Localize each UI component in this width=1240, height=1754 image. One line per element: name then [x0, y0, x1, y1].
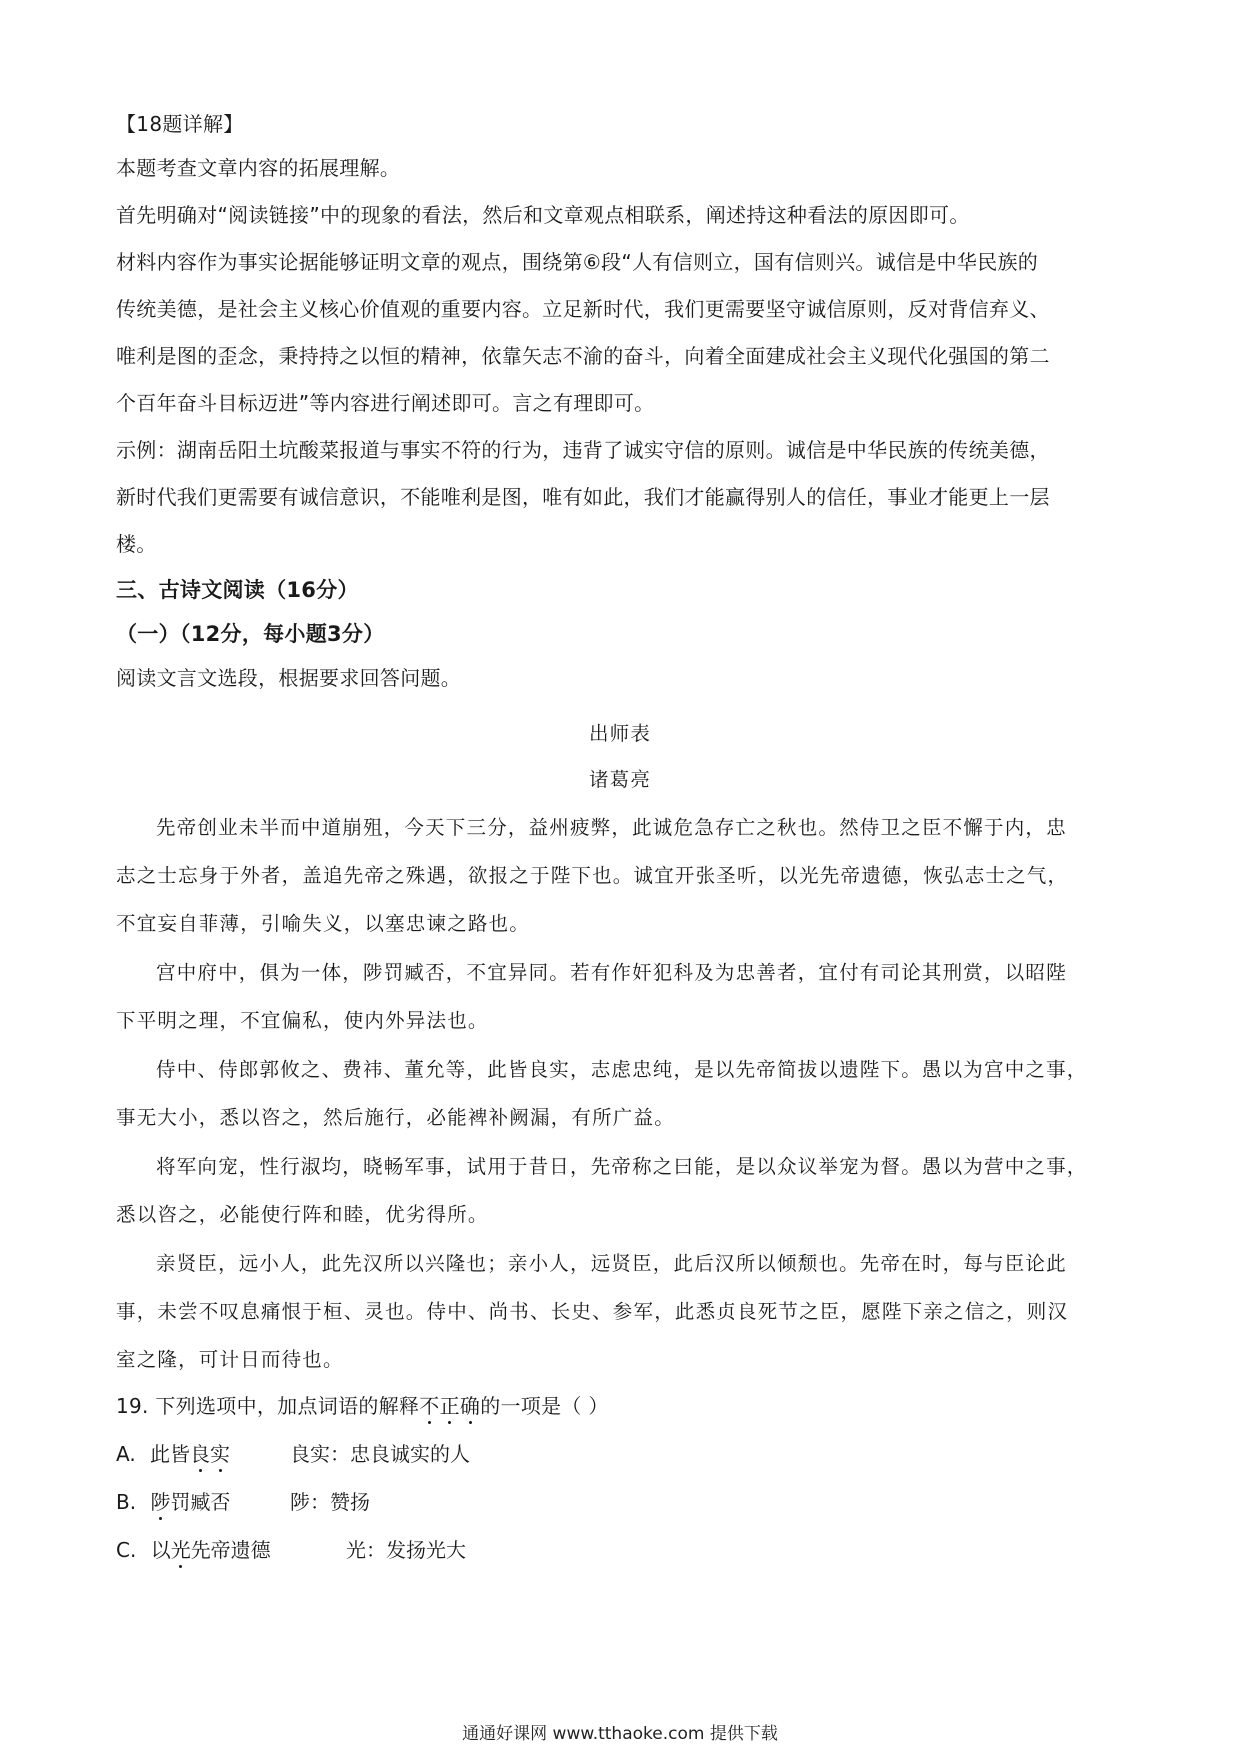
question19-stem-prefix: 19. 下列选项中，加点词语的解释 [116, 1394, 420, 1418]
passage-line-12: 室之隆，可计日而待也。 [116, 1348, 344, 1371]
option-phrase: 此皆良实 [150, 1442, 231, 1466]
option-b-explain: 陟：赞扬 [290, 1490, 370, 1514]
page-footer: 通通好课网 www.tthaoke.com 提供下载 [462, 1724, 778, 1744]
dotted-char: 不 [419, 1394, 440, 1418]
passage-title: 出师表 [588, 722, 652, 745]
passage-line-10: 亲贤臣，远小人，此先汉所以兴隆也；亲小人，远贤臣，此后汉所以倾颓也。先帝在时，每与臣论此 [156, 1252, 1067, 1275]
section18-line-9: 楼。 [116, 532, 157, 556]
passage-line-5: 下平明之理，不宜偏私，使内外异法也。 [116, 1009, 489, 1032]
option-letter: A. [116, 1442, 136, 1466]
passage-line-6: 侍中、侍郎郭攸之、费祎、董允等，此皆良实，志虑忠纯，是以先帝简拔以遗陛下。愚以为宫中之事， [156, 1058, 1088, 1081]
passage-line-1: 先帝创业未半而中道崩殂，今天下三分，益州疲弊，此诚危急存亡之秋也。然侍卫之臣不懈于内，忠 [156, 816, 1067, 839]
passage-line-4: 宫中府中，俱为一体，陟罚臧否，不宜异同。若有作奸犯科及为忠善者，宜付有司论其刑赏，以昭陛 [156, 961, 1067, 984]
section18-line-6: 个百年奋斗目标迈进”等内容进行阐述即可。言之有理即可。 [116, 391, 655, 415]
part3-sub-heading: （一）（12分，每小题3分） [116, 622, 385, 646]
option-letter: B. [116, 1490, 137, 1514]
section18-line-2: 首先明确对“阅读链接”中的现象的看法，然后和文章观点相联系，阐述持这种看法的原因即可。 [116, 203, 970, 227]
section18-line-8: 新时代我们更需要有诚信意识，不能唯利是图，唯有如此，我们才能赢得别人的信任，事业才能更上一层 [116, 485, 1050, 509]
dotted-char: 良 [190, 1442, 211, 1466]
option-letter: C. [116, 1538, 137, 1562]
passage-author: 诸葛亮 [588, 768, 652, 791]
section18-line-4: 传统美德，是社会主义核心价值观的重要内容。立足新时代，我们更需要坚守诚信原则，反对背信弃义、 [116, 297, 1050, 321]
section18-line-5: 唯利是图的歪念，秉持持之以恒的精神，依靠矢志不渝的奋斗，向着全面建成社会主义现代化强国的第二 [116, 344, 1050, 368]
passage-line-11: 事，未尝不叹息痛恨于桓、灵也。侍中、尚书、长史、参军，此悉贞良死节之臣，愿陛下亲之信之，则汉 [116, 1300, 1069, 1323]
section18-line-7: 示例：湖南岳阳土坑酸菜报道与事实不符的行为，违背了诚实守信的原则。诚信是中华民族的传统美德， [116, 438, 1050, 462]
dotted-char: 实 [210, 1442, 231, 1466]
option-c [116, 1536, 271, 1564]
question19-stem-suffix: 的一项是（ ） [480, 1394, 609, 1418]
option-a [116, 1440, 230, 1468]
part3-instruction: 阅读文言文选段，根据要求回答问题。 [116, 666, 462, 690]
dotted-char: 确 [459, 1394, 481, 1418]
dotted-char: 正 [439, 1394, 460, 1418]
option-b [116, 1488, 230, 1516]
option-a-explain: 良实：忠良诚实的人 [290, 1442, 470, 1466]
passage-line-2: 志之士忘身于外者，盖追先帝之殊遇，欲报之于陛下也。诚宜开张圣听，以光先帝遗德，恢弘志士之气， [116, 864, 1069, 887]
section18-title: 【18题详解】 [116, 112, 244, 136]
section18-line-1: 本题考查文章内容的拓展理解。 [116, 156, 401, 180]
part3-heading: 三、古诗文阅读（16分） [116, 578, 359, 602]
dotted-char: 光 [170, 1538, 191, 1562]
passage-line-9: 悉以咨之，必能使行阵和睦，优劣得所。 [116, 1203, 489, 1226]
passage-line-3: 不宜妄自菲薄，引喻失义，以塞忠谏之路也。 [116, 912, 531, 935]
passage-line-8: 将军向宠，性行淑均，晓畅军事，试用于昔日，先帝称之曰能，是以众议举宠为督。愚以为营中之事， [156, 1155, 1088, 1178]
section18-line-3: 材料内容作为事实论据能够证明文章的观点，围绕第⑥段“人有信则立，国有信则兴。诚信是中华民族的 [116, 250, 1039, 274]
dotted-char: 陟 [150, 1490, 171, 1514]
option-c-explain: 光：发扬光大 [346, 1538, 466, 1562]
passage-line-7: 事无大小，悉以咨之，然后施行，必能裨补阙漏，有所广益。 [116, 1106, 675, 1129]
option-phrase: 陟罚臧否 [150, 1490, 231, 1514]
question19-stem [116, 1392, 1126, 1420]
option-phrase: 以光先帝遗德 [150, 1538, 271, 1562]
